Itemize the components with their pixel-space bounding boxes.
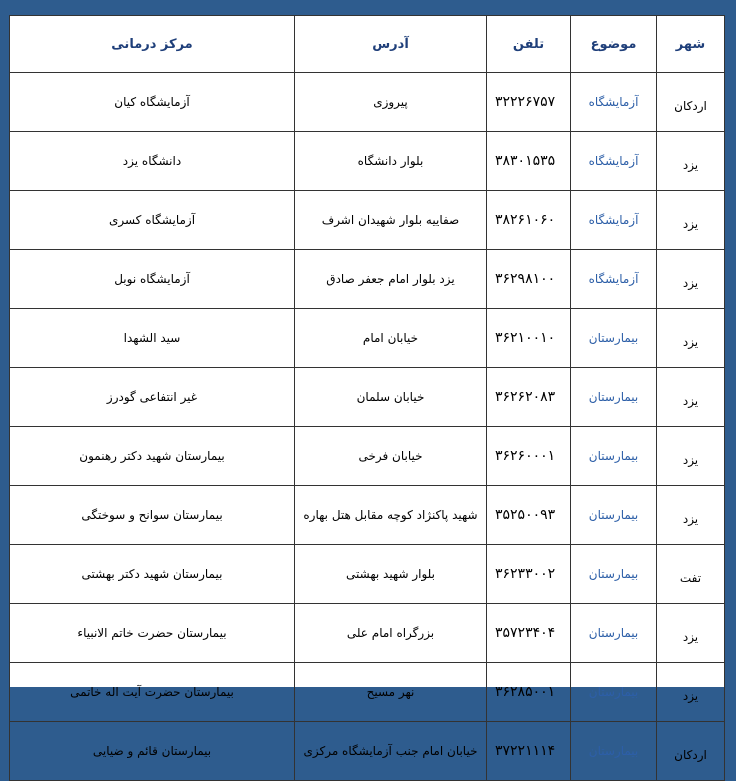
cell-address: بلوار دانشگاه <box>295 132 487 191</box>
cell-phone: ۳۸۳۰۱۵۳۵ <box>487 132 571 191</box>
table-row <box>10 250 725 309</box>
cell-center: آزمایشگاه کیان <box>10 73 295 132</box>
cell-address: پیروزی <box>295 73 487 132</box>
cell-phone: ۳۵۷۲۳۴۰۴ <box>487 604 571 663</box>
cell-center: بیمارستان شهید دکتر بهشتی <box>10 545 295 604</box>
cell-type: بیمارستان <box>571 427 657 486</box>
cell-address: خیابان سلمان <box>295 368 487 427</box>
cell-address: بزرگراه امام علی <box>295 604 487 663</box>
cell-address: بلوار شهید بهشتی <box>295 545 487 604</box>
cell-center: آزمایشگاه نوبل <box>10 250 295 309</box>
header-center: مرکز درمانی <box>10 16 295 73</box>
header-phone: تلفن <box>487 16 571 73</box>
cell-address: صفاییه بلوار شهیدان اشرف <box>295 191 487 250</box>
cell-address: خیابان امام جنب آزمایشگاه مرکزی <box>295 722 487 781</box>
cell-type: بیمارستان <box>571 309 657 368</box>
cell-type: بیمارستان <box>571 604 657 663</box>
cell-type: آزمایشگاه <box>571 132 657 191</box>
cell-phone: ۳۶۲۶۲۰۸۳ <box>487 368 571 427</box>
cell-type: بیمارستان <box>571 722 657 781</box>
header-type: موضوع <box>571 16 657 73</box>
table-row <box>10 191 725 250</box>
cell-city: یزد <box>657 368 725 427</box>
cell-center: غیر انتفاعی گودرز <box>10 368 295 427</box>
cell-phone: ۳۷۲۲۱۱۱۴ <box>487 722 571 781</box>
cell-city: یزد <box>657 132 725 191</box>
table-row <box>10 309 725 368</box>
table-row <box>10 545 725 604</box>
cell-center: آزمایشگاه کسری <box>10 191 295 250</box>
cell-address: خیابان فرخی <box>295 427 487 486</box>
cell-address: نهر مسیح <box>295 663 487 722</box>
table-row <box>10 73 725 132</box>
header-city: شهر <box>657 16 725 73</box>
cell-city: تفت <box>657 545 725 604</box>
header-row <box>10 16 725 73</box>
cell-phone: ۳۶۲۳۳۰۰۲ <box>487 545 571 604</box>
cell-type: بیمارستان <box>571 545 657 604</box>
cell-type: آزمایشگاه <box>571 250 657 309</box>
cell-address: یزد بلوار امام جعفر صادق <box>295 250 487 309</box>
table-row <box>10 368 725 427</box>
cell-city: یزد <box>657 604 725 663</box>
cell-center: بیمارستان سوانح و سوختگی <box>10 486 295 545</box>
table-row <box>10 604 725 663</box>
cell-type: بیمارستان <box>571 663 657 722</box>
cell-type: بیمارستان <box>571 486 657 545</box>
medical-centers-table <box>9 15 725 781</box>
cell-phone: ۳۶۲۸۵۰۰۱ <box>487 663 571 722</box>
table-row <box>10 132 725 191</box>
cell-phone: ۳۸۲۶۱۰۶۰ <box>487 191 571 250</box>
cell-city: یزد <box>657 191 725 250</box>
table-row <box>10 722 725 781</box>
cell-center: بیمارستان قائم و ضیایی <box>10 722 295 781</box>
cell-city: یزد <box>657 663 725 722</box>
cell-address: شهید پاکنژاد کوچه مقابل هتل بهاره <box>295 486 487 545</box>
cell-city: یزد <box>657 427 725 486</box>
cell-type: آزمایشگاه <box>571 191 657 250</box>
cell-center: دانشگاه یزد <box>10 132 295 191</box>
cell-phone: ۳۶۲۹۸۱۰۰ <box>487 250 571 309</box>
table-frame <box>9 15 724 762</box>
cell-city: یزد <box>657 250 725 309</box>
table-row <box>10 663 725 722</box>
cell-center: بیمارستان شهید دکتر رهنمون <box>10 427 295 486</box>
cell-phone: ۳۵۲۵۰۰۹۳ <box>487 486 571 545</box>
cell-city: اردکان <box>657 722 725 781</box>
cell-city: یزد <box>657 486 725 545</box>
header-address: آدرس <box>295 16 487 73</box>
cell-city: یزد <box>657 309 725 368</box>
cell-type: آزمایشگاه <box>571 73 657 132</box>
cell-phone: ۳۶۲۶۰۰۰۱ <box>487 427 571 486</box>
table-row <box>10 427 725 486</box>
table-row <box>10 486 725 545</box>
cell-center: سید الشهدا <box>10 309 295 368</box>
cell-center: بیمارستان حضرت آیت اله خاتمی <box>10 663 295 722</box>
cell-center: بیمارستان حضرت خاتم الانبیاء <box>10 604 295 663</box>
cell-phone: ۳۶۲۱۰۰۱۰ <box>487 309 571 368</box>
cell-city: اردکان <box>657 73 725 132</box>
cell-phone: ۳۲۲۲۶۷۵۷ <box>487 73 571 132</box>
cell-type: بیمارستان <box>571 368 657 427</box>
cell-address: خیابان امام <box>295 309 487 368</box>
